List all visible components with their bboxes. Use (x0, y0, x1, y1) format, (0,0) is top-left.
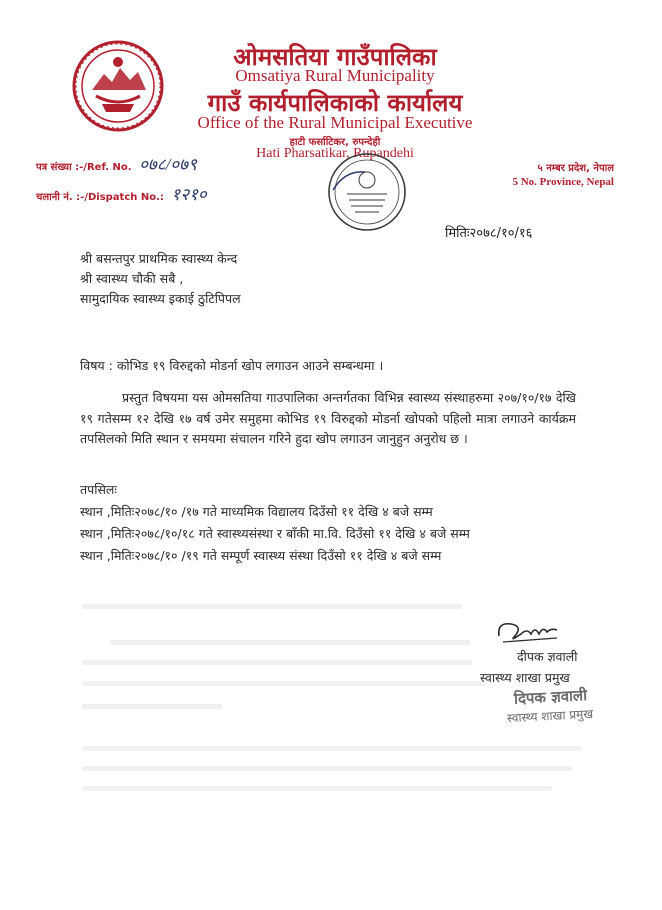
bleed-through-line (82, 786, 552, 791)
ref-value: ०७८/०७९ (139, 155, 197, 174)
bleed-through-line (82, 604, 462, 609)
ref-label: पत्र संख्या :-/Ref. No. (36, 162, 132, 173)
schedule-line: स्थान ,मितिः२०७८/१० /१७ गते माध्यमिक विद्यालय दिउँसो ११ देखि ४ बजे सम्म (80, 504, 433, 519)
bleed-through-line (82, 660, 472, 665)
letterhead-en-office: Office of the Rural Municipal Executive (197, 113, 473, 132)
post-stamp: स्वास्थ्य शाखा प्रमुख (506, 706, 594, 726)
bleed-through-line (82, 746, 582, 751)
handwritten-signature-icon (493, 612, 563, 650)
dispatch-label: चलानी नं. :-/Dispatch No.: (36, 192, 164, 203)
letterhead-en-address: Hati Pharsatikar, Rupandehi (256, 146, 414, 161)
recipient-line: श्री बसन्तपुर प्राथमिक स्वास्थ्य केन्द (80, 251, 238, 266)
schedule-line: स्थान ,मितिः२०७८/१०/१८ गते स्वास्थ्यसंस्था र बाँकी मा.वि. दिउँसो ११ देखि ४ बजे सम्म (80, 526, 470, 541)
bleed-through-line (82, 766, 572, 771)
letterhead-np-office: गाउँ कार्यपालिकाको कार्यालय (207, 89, 463, 117)
letter-date: मितिः२०७८/१०/१६ (445, 226, 533, 241)
letter-subject: विषय : कोभिड १९ विरुद्दको मोडर्ना खोप लगाउन आउने सम्बन्धमा । (80, 358, 384, 373)
body-paragraph-text: प्रस्तुत विषयमा यस ओमसतिया गाउपालिका अन्तर्गतका विभिन्न स्वास्थ्य संस्थाहरुमा २०७/१०/१७ देखि १९ गतेसम्म १२ देखि १७ वर्ष उमेर समुहमा कोभिड १९ विरुद्दको मोडर्ना खोपको पहिलो मात्रा लगाउने कार्यक्रम तपसिलको मिति स्थान र समयमा संचालन गरिने हुदा खोप लगाउन जानुहुन अनुरोध छ । (80, 390, 576, 446)
signatory-name: दीपक ज्ञवाली (517, 649, 578, 664)
letterhead-np-address: हाटी फर्साटिकर, रुपन्देही (289, 137, 381, 148)
province-en: 5 No. Province, Nepal (512, 176, 614, 188)
bleed-through-line (110, 640, 470, 645)
details-heading: तपसिलः (80, 482, 117, 497)
dispatch-value: १२१० (171, 185, 207, 204)
schedule-line: स्थान ,मितिः२०७८/१० /१९ गते सम्पूर्ण स्वास्थ्य संस्था दिउँसो ११ देखि ४ बजे सम्म (80, 548, 442, 563)
letterhead-np-title: ओमसतिया गाउँपालिका (233, 43, 437, 71)
recipient-line: श्री स्वास्थ्य चौकी सबै , (80, 271, 184, 286)
bleed-through-line (82, 681, 482, 686)
bleed-through-line (82, 704, 222, 709)
body-paragraph (80, 388, 576, 450)
office-seal-icon (325, 150, 409, 234)
ref-number (36, 152, 197, 175)
signatory-post: स्वास्थ्य शाखा प्रमुख (480, 670, 570, 685)
province-np: ५ नम्बर प्रदेश, नेपाल (537, 163, 614, 174)
dispatch-number (36, 182, 207, 205)
letterhead-en-name: Omsatiya Rural Municipality (235, 66, 435, 85)
recipient-line: सामुदायिक स्वास्थ्य इकाई ठुटिपिपल (80, 291, 241, 306)
name-stamp: दिपक ज्ञवाली (513, 686, 588, 708)
municipality-emblem-icon (72, 40, 164, 132)
